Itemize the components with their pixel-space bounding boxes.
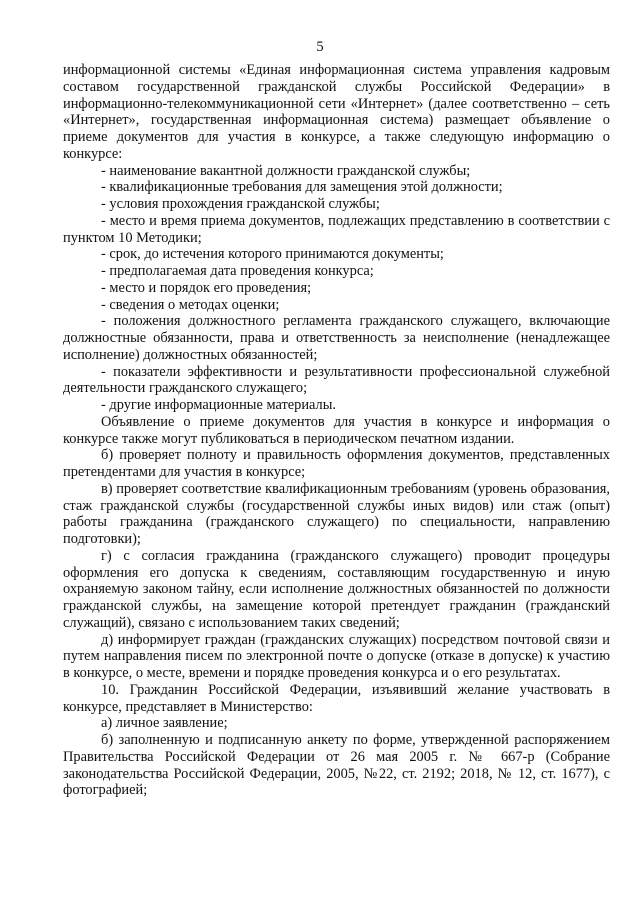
paragraph-d: д) информирует граждан (гражданских служащих) посредством почтовой связи и путем направления писем по электронной почте о допуске (отказе в допуске) к участию в конкурсе, о месте, времени и порядке проведения конкурса и о его результатах. [63,631,610,681]
paragraph-intro: информационной системы «Единая информационная система управления кадровым составом государственной гражданской службы Российской Федерации» в информационно-телекоммуникационной сети «Интернет» (далее соответственно – сеть «Интернет», государственная информационная система) размещает объявление о приеме документов для участия в конкурсе, а также следующую информацию о конкурсе: [63,62,610,162]
list-item-regulations: - положения должностного регламента гражданского служащего, включающие должностные обязанности, права и ответственность за неисполнение (ненадлежащее исполнение) должностных обязанностей; [63,313,610,363]
list-item-deadline: - срок, до истечения которого принимаются документы; [101,246,444,263]
paragraph-10: 10. Гражданин Российской Федерации, изъявивший желание участвовать в конкурсе, представляет в Министерство: [63,681,610,715]
page-number: 5 [316,39,324,55]
list-item-position-name: - наименование вакантной должности гражданской службы; [101,162,471,179]
paragraph-publication: Объявление о приеме документов для участия в конкурсе и информация о конкурсе также могут публиковаться в периодическом печатном издании. [63,413,610,447]
list-item-place-order: - место и порядок его проведения; [101,279,312,296]
list-item-performance: - показатели эффективности и результативности профессиональной служебной деятельности гражданского служащего; [63,363,610,397]
paragraph-v: в) проверяет соответствие квалификационным требованиям (уровень образования, стаж гражданской службы (государственной службы иных видов) или стаж (опыт) работы гражданина (гражданского служащего) по специальности, направлению подготовки); [63,480,610,547]
list-item-contest-date: - предполагаемая дата проведения конкурса; [101,263,374,279]
list-item-qualification: - квалификационные требования для замещения этой должности; [101,179,503,196]
list-item-other: - другие информационные материалы. [101,397,337,413]
paragraph-10-a: а) личное заявление; [101,715,228,732]
list-item-assessment-methods: - сведения о методах оценки; [101,296,280,313]
paragraph-10-b: б) заполненную и подписанную анкету по форме, утвержденной распоряжением Правительства Российской Федерации от 26 мая 2005 г. № 667-р (Собрание законодательства Российской Федерации, 2005, №22, ст. 2192; 2018, № 12, ст. 1677), с фотографией; [63,732,610,799]
list-item-service-conditions: - условия прохождения гражданской службы; [101,196,380,212]
paragraph-b: б) проверяет полноту и правильность оформления документов, представленных претендентами для участия в конкурсе; [63,447,610,480]
document-body [63,62,610,799]
paragraph-g: г) с согласия гражданина (гражданского служащего) проводит процедуры оформления его допуска к сведениям, составляющим государственную и иную охраняемую законом тайну, если исполнение должностных обязанностей по должности гражданской службы, на замещение которой претендует гражданин (гражданский служащий), связано с использованием таких сведений; [63,547,610,631]
list-item-place-time: - место и время приема документов, подлежащих представлению в соответствии с пунктом 10 Методики; [63,212,610,246]
